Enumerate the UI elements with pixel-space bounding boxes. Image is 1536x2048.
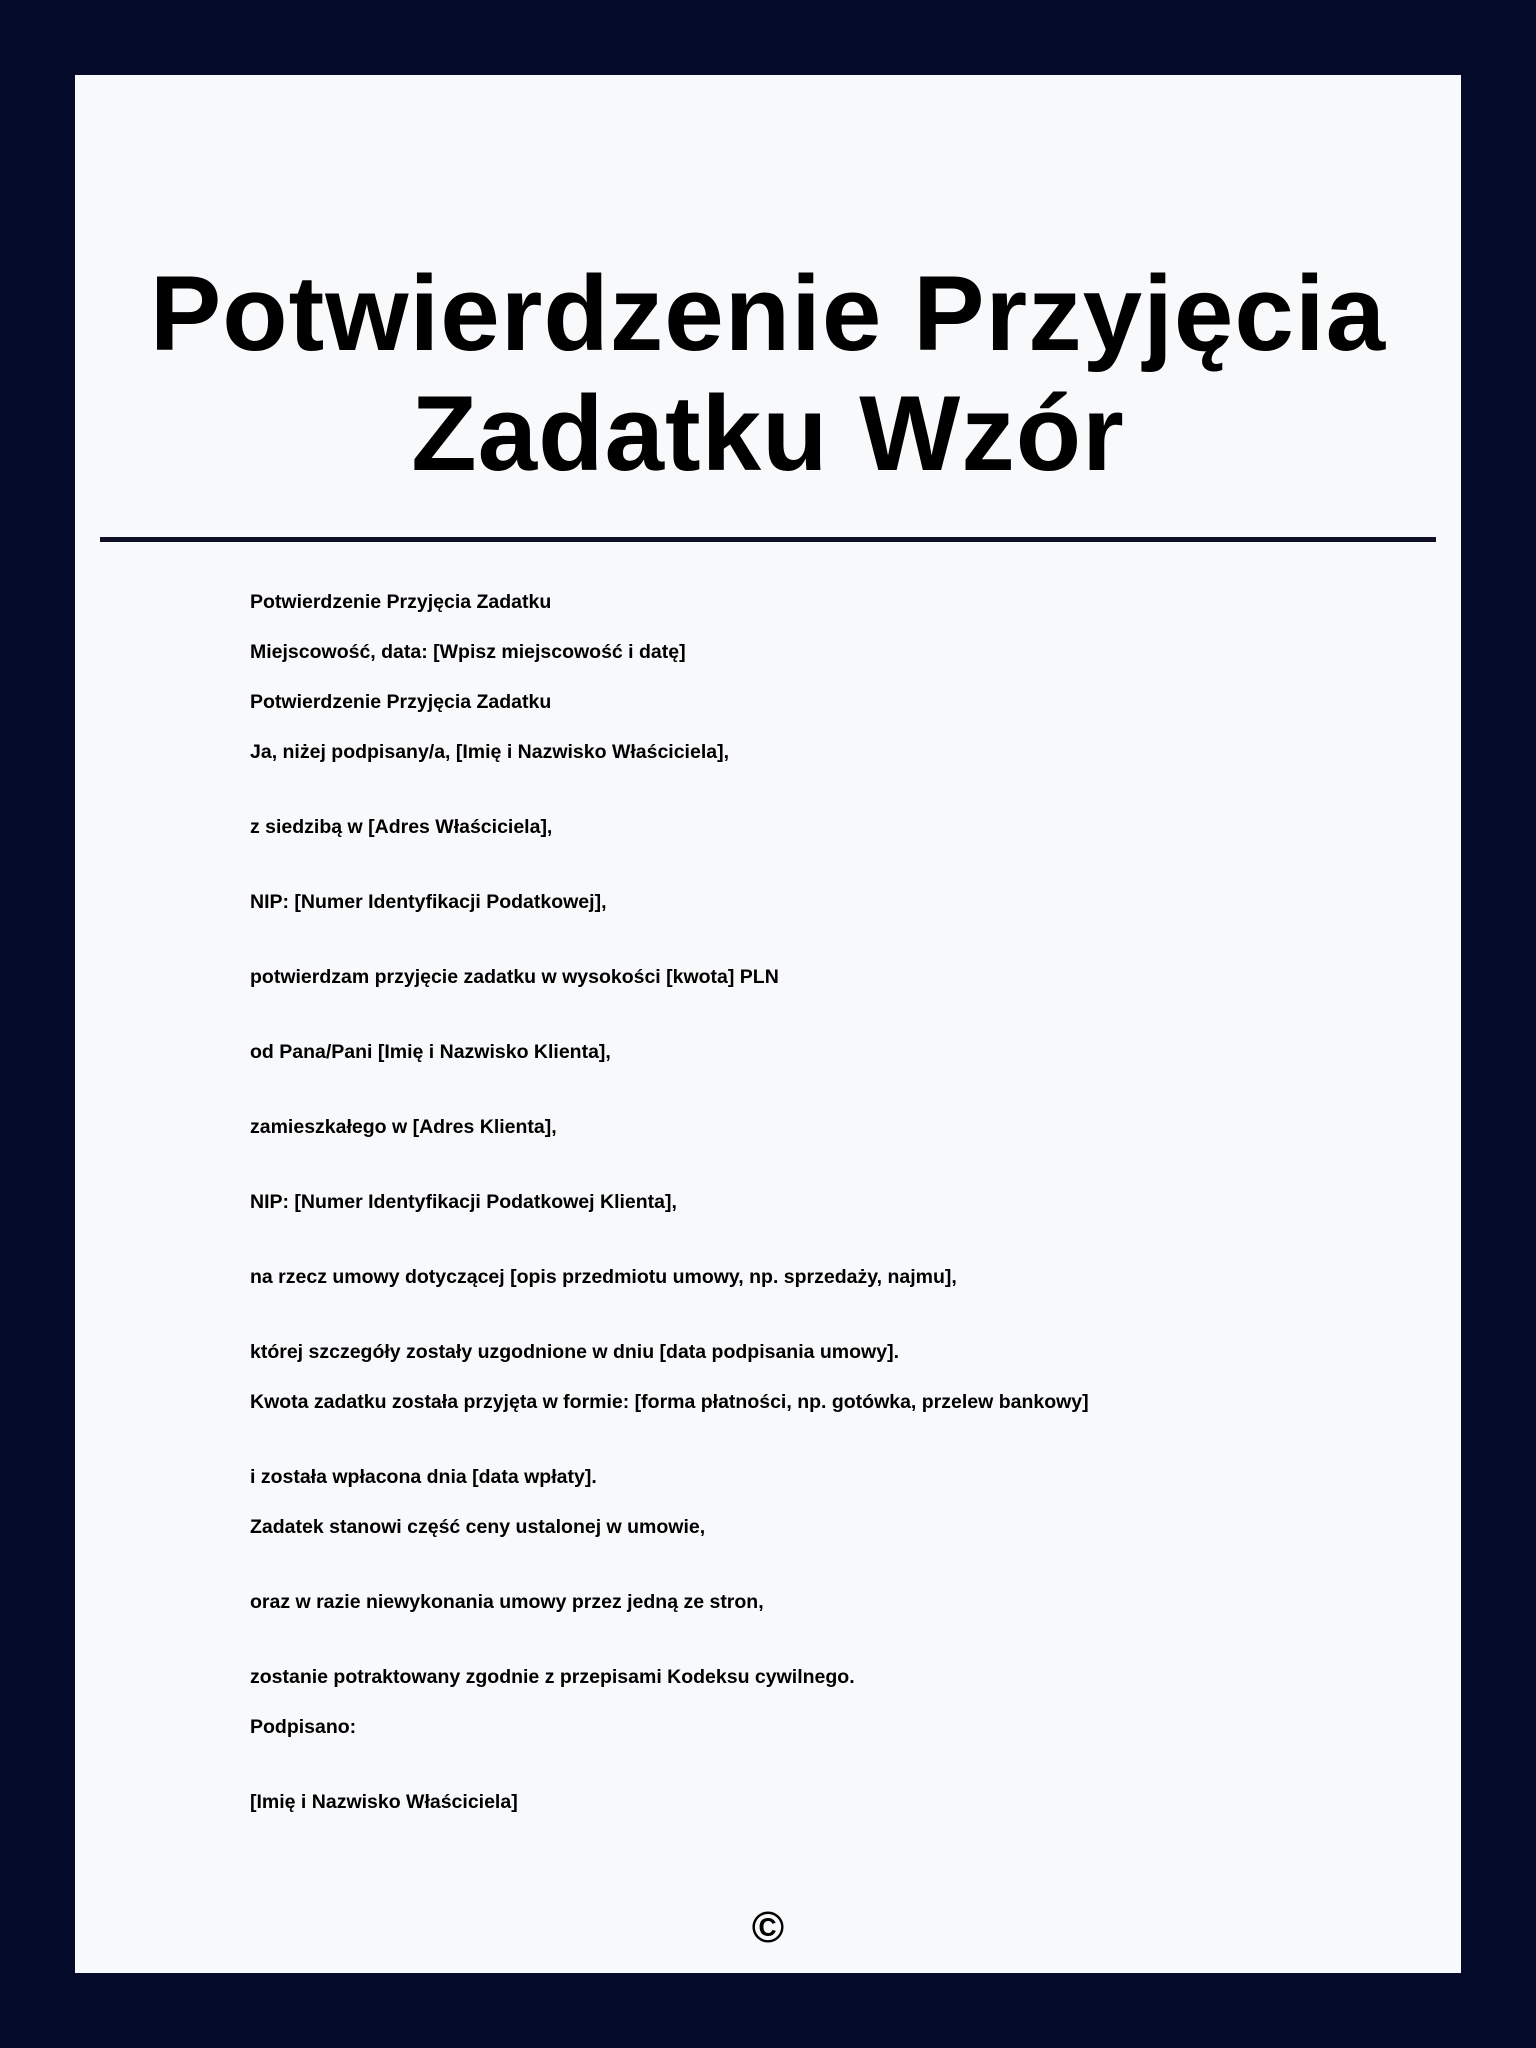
payment-date-line: i została wpłacona dnia [data wpłaty]. xyxy=(250,1466,597,1488)
document-title-line-1: Potwierdzenie Przyjęcia xyxy=(149,253,1387,373)
owner-name-line: Ja, niżej podpisany/a, [Imię i Nazwisko Właściciela], xyxy=(250,741,729,763)
document-title-line-2: Zadatku Wzór xyxy=(411,373,1125,493)
owner-nip-line: NIP: [Numer Identyfikacji Podatkowej], xyxy=(250,891,607,913)
payment-form-line: Kwota zadatku została przyjęta w formie: [forma płatności, np. gotówka, przelew bankowy] xyxy=(250,1391,1089,1413)
civil-code-line: zostanie potraktowany zgodnie z przepisami Kodeksu cywilnego. xyxy=(250,1666,855,1688)
signed-label: Podpisano: xyxy=(250,1716,357,1738)
body-subheading: Potwierdzenie Przyjęcia Zadatku xyxy=(250,691,552,713)
title-divider xyxy=(100,537,1436,542)
client-address-line: zamieszkałego w [Adres Klienta], xyxy=(250,1116,557,1138)
contract-date-line: której szczegóły zostały uzgodnione w dniu [data podpisania umowy]. xyxy=(250,1341,899,1363)
document-page xyxy=(75,75,1461,1973)
place-date-line: Miejscowość, data: [Wpisz miejscowość i datę] xyxy=(250,641,686,663)
copyright-icon: © xyxy=(751,1903,785,1952)
body-heading: Potwierdzenie Przyjęcia Zadatku xyxy=(250,591,552,613)
price-part-line: Zadatek stanowi część ceny ustalonej w umowie, xyxy=(250,1516,706,1538)
client-name-line: od Pana/Pani [Imię i Nazwisko Klienta], xyxy=(250,1041,611,1063)
client-nip-line: NIP: [Numer Identyfikacji Podatkowej Klienta], xyxy=(250,1191,677,1213)
deposit-amount-line: potwierdzam przyjęcie zadatku w wysokości [kwota] PLN xyxy=(250,966,779,988)
document-title xyxy=(75,253,1461,493)
signatory-name: [Imię i Nazwisko Właściciela] xyxy=(250,1791,518,1813)
contract-subject-line: na rzecz umowy dotyczącej [opis przedmiotu umowy, np. sprzedaży, najmu], xyxy=(250,1266,957,1288)
non-performance-line: oraz w razie niewykonania umowy przez jedną ze stron, xyxy=(250,1591,764,1613)
owner-address-line: z siedzibą w [Adres Właściciela], xyxy=(250,816,553,838)
